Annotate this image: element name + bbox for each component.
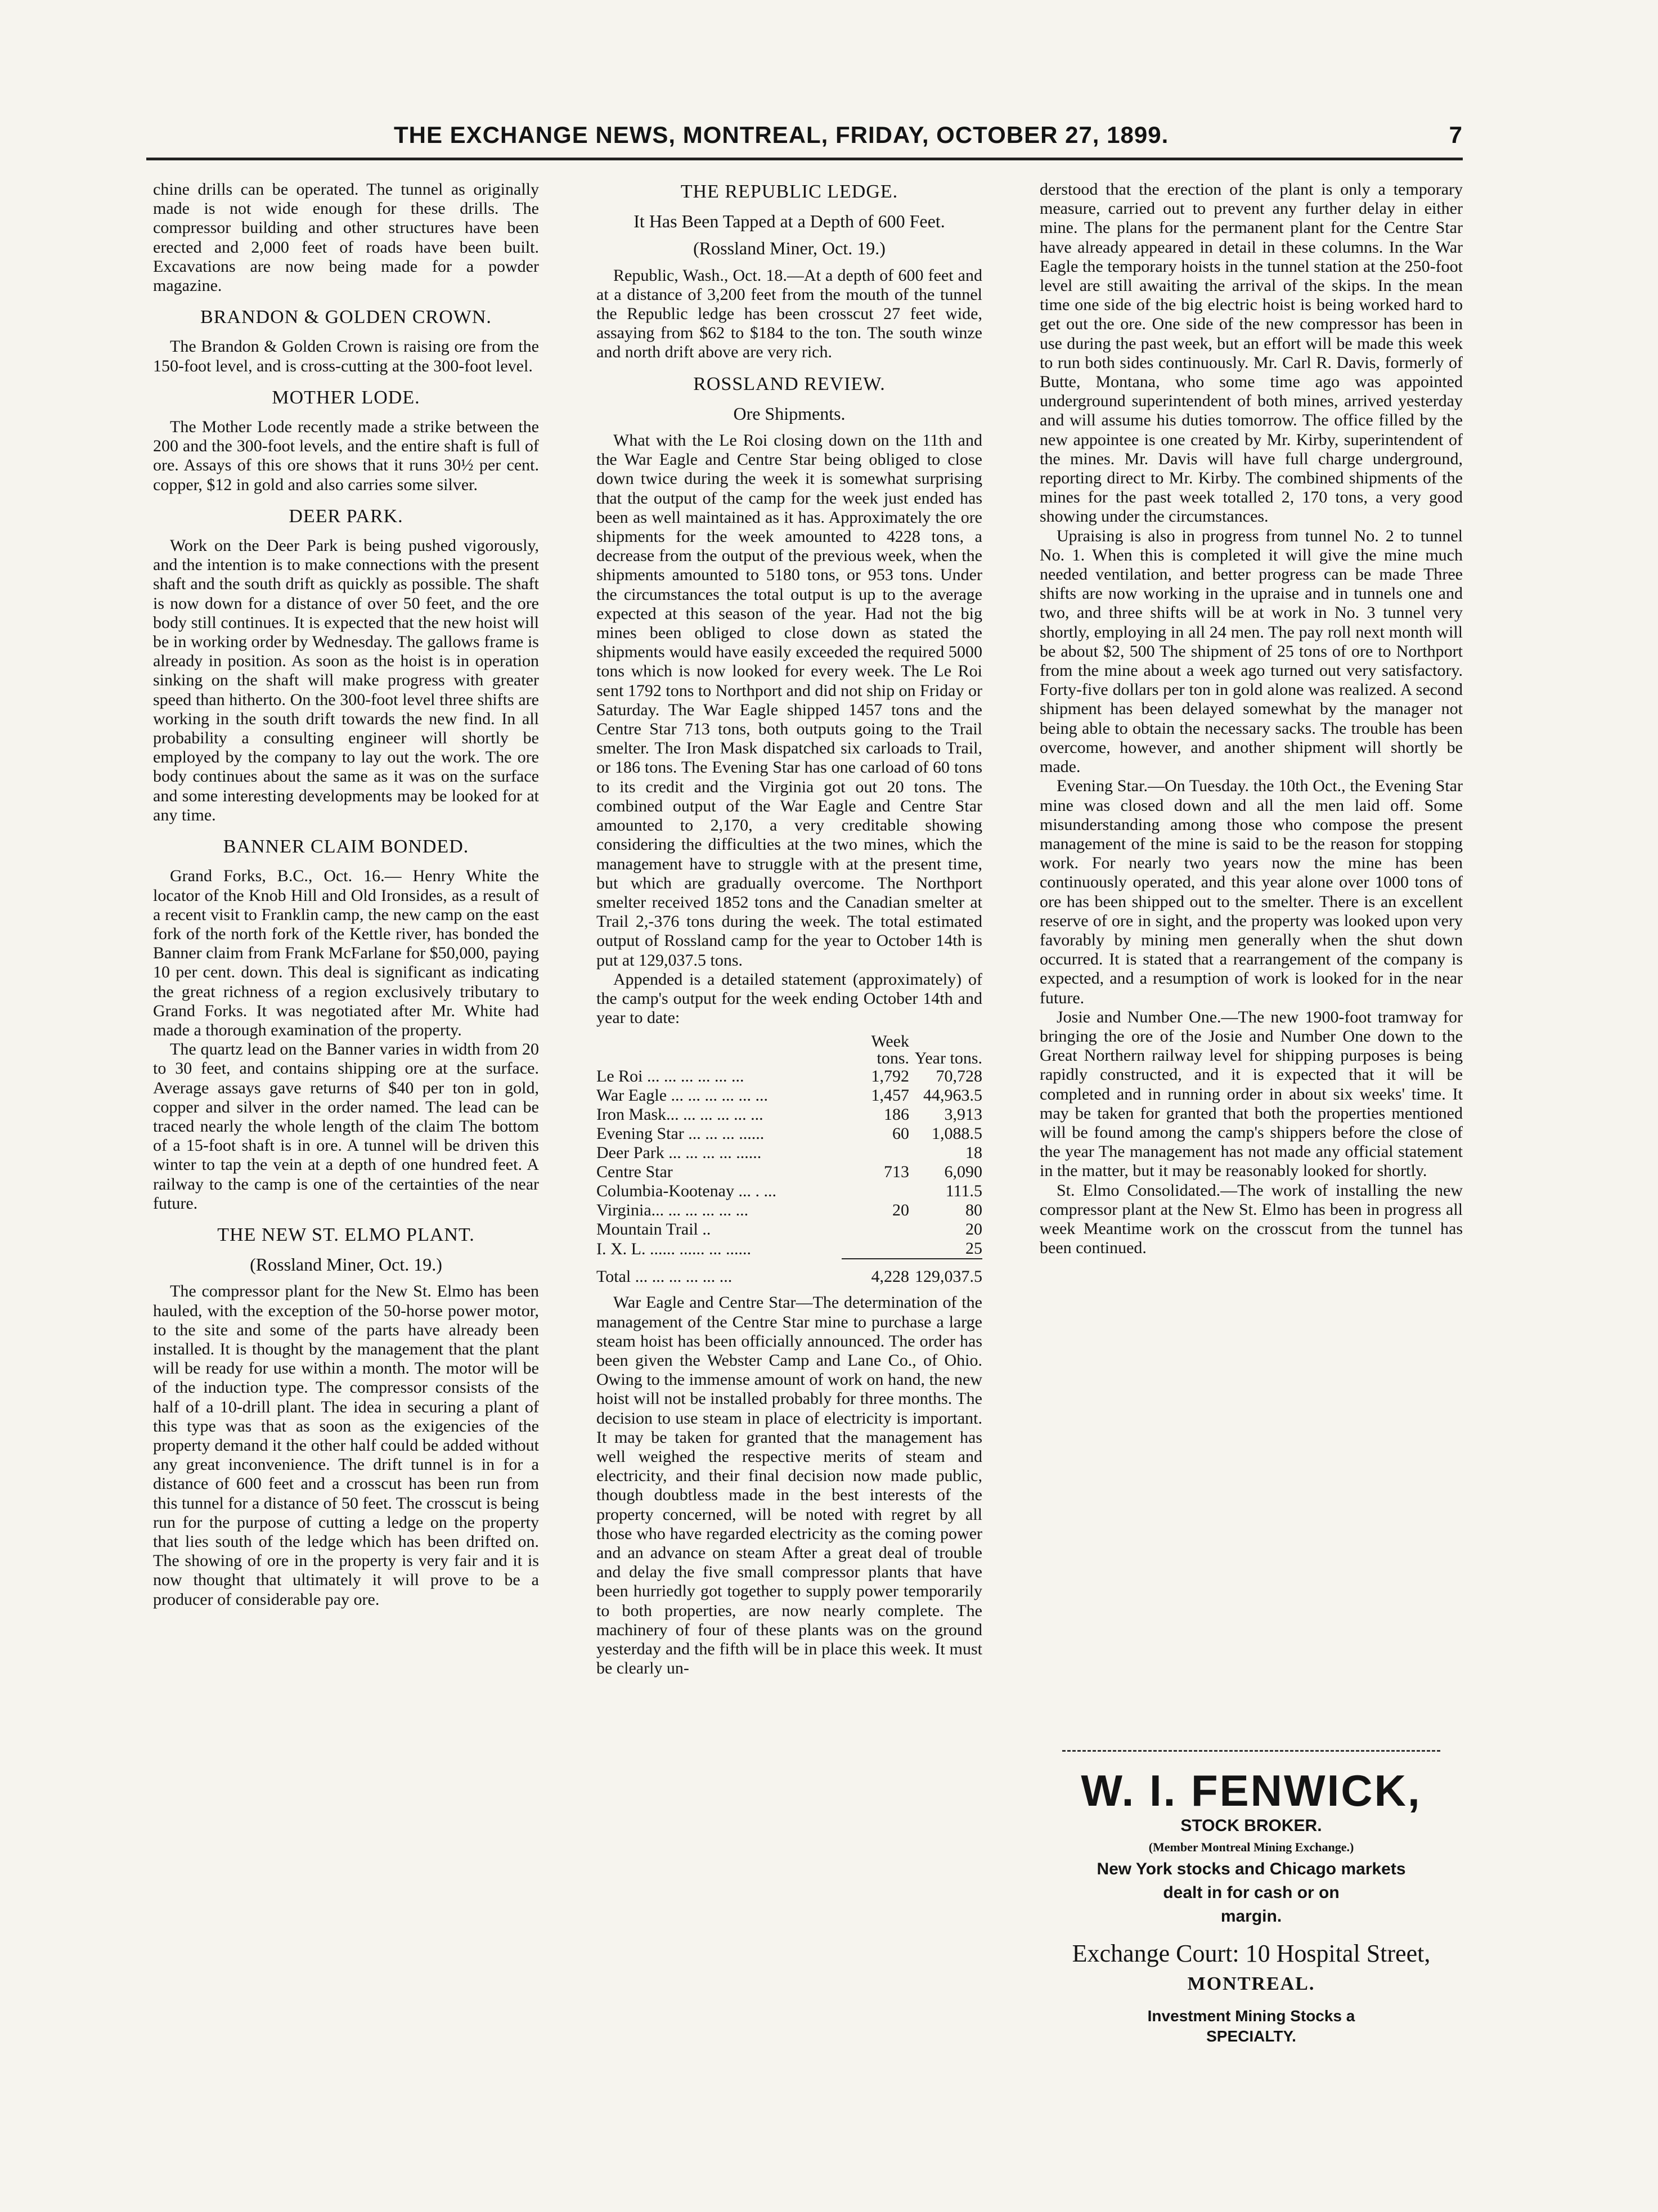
page-number: 7 [1449,122,1463,148]
article-ore-shipments: What with the Le Roi closing down on the 11th and the War Eagle and Centre Star being obliged to close down twice during the week it is somewhat surprising that the output of the camp for the week just ended has been as well maintained as it has. Approximately the ore shipments for the week amounted to 4228 tons, a decrease from the output of the previous week, when the shipments amounted to 5180 tons, or 953 tons. Under the circumstances the total output is up to the average expected at this season of the year. Had not the big mines been obliged to close down as stated the shipments would have easily exceeded the required 5000 tons which is now looked for every week. The Le Roi sent 1792 tons to Northport and did not ship on Friday or Saturday. The War Eagle shipped 1457 tons and the Centre Star 713 tons, both outputs going to the Trail smelter. The Iron Mask dispatched six carloads to Trail, or 186 tons. The Evening Star has one carload of 60 tons to its credit and the Virginia got out 20 tons. The combined output of the War Eagle and Centre Star amounted to 2,170, a very creditable showing considering the difficulties at the two mines, which the management have to struggle with at the present time, but which are gradually overcome. The Northport smelter received 1852 tons and the Canadian smelter at Trail 2,-376 tons during the week. The total estimated output of Rossland camp for the year to October 14th is put at 129,037.5 tons. [596,431,982,970]
week-tons: 1,792 [871,1067,909,1086]
newspaper-title: THE EXCHANGE NEWS, MONTREAL, FRIDAY, OCTOBER 27, 1899. [394,122,1169,148]
article-mother-lode: The Mother Lode recently made a strike between the 200 and the 300-foot levels, and the entire shaft is full of ore. Assays of this ore shows that it runs 30½ per cent. copper, $12 in gold and also carries some silver. [153,418,539,494]
article-banner-claim-p1: Grand Forks, B.C., Oct. 16.— Henry White the locator of the Knob Hill and Old Ironsides, as a result of a recent visit to Franklin camp, the new camp on the east fork of the north fork of the Kettle river, has bonded the Banner claim from Frank McFarlane for $50,000, paying 10 per cent. down. This deal is significant as indicating the great richness of a region exclusively tributary to Grand Forks. It was negotiated after Mr. White had made a thorough examination of the property. [153,867,539,1039]
article-brandon: The Brandon & Golden Crown is raising ore from the 150-foot level, and is cross-cutting at the 300-foot level. [153,337,539,375]
table-row [596,1220,982,1239]
week-tons [842,1220,909,1239]
mine-name: Columbia-Kootenay ... . ... [596,1182,776,1201]
week-tons: 1,457 [871,1086,909,1105]
headline-rossland-review: ROSSLAND REVIEW. [693,373,886,394]
masthead [146,118,1463,160]
mine-name: Evening Star ... ... ... ...... [596,1124,765,1143]
year-tons: 80 [965,1201,982,1220]
mine-name: Iron Mask... ... ... ... ... ... [596,1105,763,1124]
week-tons: 713 [884,1163,909,1182]
advertisement-fenwick [1040,1750,1463,2047]
article-continuation: chine drills can be operated. The tunnel as originally made is not wide enough for these drills. The compressor building and other structures have been erected and 2,000 feet of roads have been built. Excavations are now being made for a powder magazine. [153,180,539,295]
week-tons: 20 [892,1201,909,1220]
ad-line-3: margin. [1220,1907,1282,1926]
mine-name: Le Roi ... ... ... ... ... ... [596,1067,744,1086]
year-tons: 70,728 [936,1067,982,1086]
year-tons: 18 [965,1143,982,1163]
headline-deer-park: DEER PARK. [289,505,403,527]
table-row [596,1143,982,1163]
mine-name: I. X. L. ...... ...... ... ...... [596,1240,751,1259]
week-tons: 186 [884,1105,909,1124]
ad-city: MONTREAL. [1187,1973,1315,1994]
ad-address: Exchange Court: 10 Hospital Street, [1072,1940,1431,1967]
ad-broker-name: W. I. FENWICK, [1081,1766,1422,1815]
table-row [596,1201,982,1220]
total-label: Total ... ... ... ... ... ... [596,1267,733,1286]
column-3 [1040,180,1463,1258]
ore-shipments-table [596,1033,982,1286]
article-war-eagle-continued: derstood that the erection of the plant is only a temporary measure, carried out to prevent any further delay in either mine. The plans for the permanent plant for the Centre Star have already appeared in detail in these columns. In the War Eagle the temporary hoists in the tunnel station at the 250-foot level are still awaiting the arrival of the skips. In the mean time one side of the big electric hoist is being worked hard to get out the ore. One side of the new compressor has been in use during the past week, but an effort will be made this week to run both sides continuously. Mr. Carl R. Davis, formerly of Butte, Montana, who some time ago was appointed underground superintendent of both mines, arrived yesterday and will assume his duties tomorrow. The office filled by the new appointee is one created by Mr. Kirby, superintendent of the mines. Mr. Davis will have full charge underground, reporting direct to Mr. Kirby. The combined shipments of the mines for the past week totalled 2, 170 tons, a very good showing under the circumstances. [1040,180,1463,526]
ad-specialty-1: Investment Mining Stocks a [1147,2007,1355,2025]
article-st-elmo: The compressor plant for the New St. Elmo has been hauled, with the exception of the 50-horse power motor, to the site and some of the parts have already been installed. It is thought by the management that the plant will be ready for use within a month. The motor will be of the induction type. The compressor consists of the half of a 10-drill plant. The idea in securing a plant of this type was that as soon as the exigencies of the property demand it the other half could be added without any great inconvenience. The drift tunnel is in for a distance of 600 feet and a crosscut has been run from this tunnel for a distance of 50 feet. The crosscut is being run for the purpose of cutting a ledge on the property that lies south of the ledge which has been drifted on. The showing of ore in the property is very fair and it is now thought that ultimately it will prove to be a producer of considerable pay ore. [153,1282,539,1609]
headline-republic-ledge: THE REPUBLIC LEDGE. [680,181,898,202]
table-row [596,1239,982,1259]
table-row [596,1182,982,1201]
mine-name: War Eagle ... ... ... ... ... ... [596,1086,769,1105]
total-year-tons: 129,037.5 [915,1267,982,1286]
table-total-row [596,1259,982,1286]
article-upraising: Upraising is also in progress from tunnel No. 2 to tunnel No. 1. When this is completed it will give the mine much needed ventilation, and better progress can be made Three shifts are now working in the upraise and in tunnels one and two, and three shifts will be at work in No. 3 tunnel very shortly, employing in all 24 men. The pay roll next month will be about $2, 500 The shipment of 25 tons of ore to Northport from the mine about a week ago turned out very satisfactory. Forty-five dollars per ton in gold alone was realized. A second shipment has been delayed somewhat by the manager not being able to obtain the necessary sacks. The trouble has been overcome, however, and another shipment will shortly be made. [1040,526,1463,777]
subhead-republic-ledge: It Has Been Tapped at a Depth of 600 Feet. [633,211,945,232]
headline-banner-claim: BANNER CLAIM BONDED. [223,836,469,858]
ad-line-1: New York stocks and Chicago markets [1097,1860,1406,1878]
week-tons [842,1143,909,1163]
year-tons: 20 [965,1220,982,1239]
table-row [596,1105,982,1124]
total-week-tons: 4,228 [871,1267,909,1286]
headline-st-elmo: THE NEW ST. ELMO PLANT. [217,1224,475,1245]
table-row [596,1086,982,1105]
mine-name: Centre Star [596,1163,673,1182]
table-header-row [596,1033,982,1067]
week-tons: 60 [892,1124,909,1143]
week-tons [842,1239,909,1259]
article-josie: Josie and Number One.—The new 1900-foot tramway for bringing the ore of the Josie and Number One down to the Great Northern railway level for shipping purposes is being rapidly constructed, and it is expected that it will be completed and in running order in about six weeks' time. It may be taken for granted that both the properties mentioned will be found among the camp's shippers before the close of the year The management has not made any official statement in the matter, but it may be reasonably looked for shortly. [1040,1007,1463,1181]
mine-name: Virginia... ... ... ... ... ... [596,1201,749,1220]
ad-role: STOCK BROKER. [1180,1816,1322,1835]
article-evening-star: Evening Star.—On Tuesday. the 10th Oct., the Evening Star mine was closed down and all the men laid off. Some misunderstanding among those who compose the present management of the mine is said to be the reason for stopping work. For nearly two years now the mine has been continuously operated, and this year alone over 1000 tons of ore has been shipped out to the smelter. There is an excellent reserve of ore in sight, and the property was looked upon very favorably by mining men generally when the shut down occurred. It is stated that a rearrangement of the company is expected, and a resumption of work is looked for in the near future. [1040,777,1463,1007]
year-tons: 44,963.5 [923,1086,982,1105]
article-st-elmo-consolidated: St. Elmo Consolidated.—The work of installing the new compressor plant at the New St. Elmo has been in progress all week Meantime work on the crosscut from the tunnel has been continued. [1040,1181,1463,1258]
year-tons: 3,913 [944,1105,982,1124]
year-tons: 1,088.5 [932,1124,982,1143]
year-tons: 6,090 [944,1163,982,1182]
header-year-tons: Year tons. [914,1049,982,1068]
headline-mother-lode: MOTHER LODE. [272,387,420,408]
subhead-ore-shipments: Ore Shipments. [733,403,846,424]
table-row [596,1163,982,1182]
article-banner-claim-p2: The quartz lead on the Banner varies in width from 20 to 30 feet, and contains shipping ore at the surface. Average assays gave returns of $40 per ton in gold, copper and silver in the order named. The lead can be traced nearly the whole length of the claim The bottom of a 15-foot shaft is in ore. A tunnel will be driven this winter to tap the vein at a depth of one hundred feet. A railway to the camp is one of the certainties of the near future. [153,1040,539,1213]
header-week-tons: Week tons. [871,1032,909,1068]
year-tons: 111.5 [945,1182,982,1201]
column-2 [596,180,982,1678]
article-war-eagle: War Eagle and Centre Star—The determination of the management of the Centre Star mine to purchase a large steam hoist has been officially announced. The order has been given the Webster Camp and Lane Co., of Ohio. Owing to the immense amount of work on hand, the new hoist will not be installed probably for three months. The decision to use steam in place of electricity is important. It may be taken for granted that the management has well weighed the respective merits of steam and electricity, and their final decision now made public, though doubtless made in the best interests of the property concerned, will be noted with regret by all those who have regarded electricity as the coming power and an advance on steam After a great deal of trouble and delay the five small compressor plants that have been hurriedly got together to supply power temporarily to both properties, are now nearly complete. The machinery of four of these plants was on the ground yesterday and the fifth will be in place this week. It must be clearly un- [596,1293,982,1678]
ad-specialty-2: SPECIALTY. [1206,2027,1296,2045]
article-deer-park: Work on the Deer Park is being pushed vigorously, and the intention is to make connections with the present shaft and the south drift as quickly as possible. The shaft is now down for a distance of over 50 feet, and the ore body still continues. It is expected that the new hoist will be in working order by Wednesday. The gallows frame is already in position. As soon as the hoist is in operation sinking on the shaft will make progress with greater speed than hitherto. On the 300-foot level three shifts are working in the south drift towards the new find. In all probability a consulting engineer will shortly be employed by the company to lay out the work. The ore body continues about the same as it was on the surface and some interesting developments may be looked for at any time. [153,536,539,824]
mine-name: Mountain Trail .. [596,1220,711,1239]
ad-membership: (Member Montreal Mining Exchange.) [1148,1840,1354,1854]
article-appended: Appended is a detailed statement (approximately) of the camp's output for the week ending October 14th and year to date: [596,970,982,1028]
article-republic-ledge: Republic, Wash., Oct. 18.—At a depth of 600 feet and at a distance of 3,200 feet from the mouth of the tunnel the Republic ledge has been crosscut 27 feet wide, assaying from $62 to $184 to the ton. The south winze and north drift above are very rich. [596,266,982,362]
source-republic-ledge: (Rossland Miner, Oct. 19.) [693,238,886,259]
week-tons [842,1182,909,1201]
table-row [596,1067,982,1086]
ad-divider [1062,1750,1440,1752]
year-tons: 25 [909,1239,982,1259]
source-st-elmo: (Rossland Miner, Oct. 19.) [250,1254,442,1275]
ad-line-2: dealt in for cash or on [1163,1883,1340,1902]
headline-brandon: BRANDON & GOLDEN CROWN. [200,307,492,328]
table-row [596,1124,982,1143]
mine-name: Deer Park ... ... ... ... ...... [596,1143,762,1163]
column-1 [153,180,539,1609]
